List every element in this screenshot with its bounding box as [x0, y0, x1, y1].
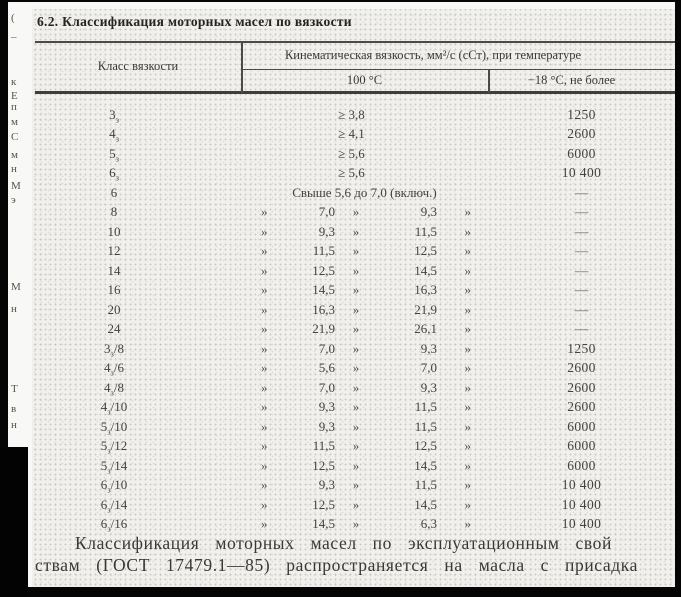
viscosity-value-cell — [241, 282, 488, 298]
table-row — [8, 242, 675, 262]
viscosity-value-cell — [241, 360, 488, 376]
viscosity-to-value: 11,5 — [414, 399, 437, 415]
viscosity-class-main: 16 — [107, 282, 121, 298]
viscosity-from-value: 7,0 — [318, 340, 335, 356]
low-temp-limit-cell: — — [574, 282, 589, 298]
viscosity-from-value: 9,3 — [318, 477, 335, 493]
column-header-100c: 100 °С — [346, 72, 383, 87]
viscosity-class-suffix: /10 — [110, 477, 128, 493]
low-temp-limit-cell: 6000 — [567, 438, 596, 454]
column-header-viscosity-class: Класс вязкости — [97, 58, 179, 73]
viscosity-class-cell — [8, 243, 241, 259]
viscosity-class-cell — [8, 185, 241, 201]
viscosity-class-suffix: /6 — [113, 360, 124, 376]
ditto-mark: » — [464, 399, 471, 415]
low-temp-limit-cell: 6000 — [567, 457, 596, 473]
ditto-mark: » — [261, 243, 268, 259]
viscosity-from-value: 16,3 — [312, 301, 335, 317]
margin-text-fragment: С — [11, 131, 19, 143]
table-row — [8, 495, 675, 515]
viscosity-class-main: 6 — [110, 184, 118, 200]
viscosity-to-value: 9,3 — [420, 379, 437, 395]
low-temp-limit-cell: — — [574, 184, 589, 200]
viscosity-class-main: 5 — [100, 438, 108, 454]
viscosity-value-cell: Свыше 5,6 до 7,0 (включ.) — [292, 184, 437, 200]
ditto-mark: » — [464, 282, 471, 298]
table-row — [8, 183, 675, 203]
viscosity-class-suffix: /14 — [110, 457, 128, 473]
table-row — [8, 320, 675, 340]
viscosity-value-cell — [241, 302, 488, 318]
viscosity-class-subscript: з — [115, 153, 119, 164]
margin-text-fragment: в — [11, 403, 17, 415]
ditto-mark: » — [352, 223, 360, 239]
viscosity-class-cell — [8, 146, 241, 162]
viscosity-class-cell — [8, 302, 241, 318]
viscosity-to-value: 6,3 — [420, 516, 437, 532]
ditto-mark: » — [464, 379, 471, 395]
viscosity-from-value: 21,9 — [312, 321, 335, 337]
viscosity-class-cell — [8, 107, 241, 123]
viscosity-class-main: 6 — [109, 165, 116, 181]
ditto-mark: » — [261, 457, 268, 473]
viscosity-class-cell — [8, 341, 241, 357]
viscosity-class-cell — [8, 438, 241, 454]
viscosity-to-value: 11,5 — [414, 223, 437, 239]
viscosity-class-suffix: /8 — [113, 340, 124, 356]
viscosity-value-cell: ≥ 4,1 — [338, 126, 365, 142]
low-temp-limit-cell: 10 400 — [561, 516, 602, 532]
table-rule-header-bottom — [35, 91, 675, 94]
table-row — [8, 144, 675, 164]
low-temp-limit-cell: 1250 — [567, 340, 596, 356]
ditto-mark: » — [352, 496, 360, 512]
ditto-mark: » — [464, 496, 471, 512]
viscosity-from-value: 11,5 — [312, 243, 335, 259]
viscosity-class-suffix: /16 — [110, 516, 128, 532]
ditto-mark: » — [261, 399, 268, 415]
table-row — [8, 476, 675, 496]
viscosity-class-suffix: /8 — [113, 379, 124, 395]
viscosity-class-cell — [8, 282, 241, 298]
margin-text-fragment: М — [11, 281, 21, 293]
ditto-mark: » — [464, 262, 471, 278]
column-header-minus18c: −18 °С, не более — [527, 72, 616, 87]
low-temp-limit-cell: — — [574, 223, 589, 239]
viscosity-to-value: 26,1 — [414, 321, 437, 337]
low-temp-limit-cell: 1250 — [567, 106, 596, 122]
ditto-mark: » — [352, 399, 360, 415]
margin-text-fragment: н — [11, 163, 17, 175]
viscosity-value-cell — [241, 321, 488, 337]
viscosity-class-main: 4 — [104, 379, 111, 395]
ditto-mark: » — [261, 477, 268, 493]
table-row — [8, 417, 675, 437]
ditto-mark: » — [464, 340, 471, 356]
viscosity-value-cell — [241, 419, 488, 435]
low-temp-limit-cell: — — [574, 243, 589, 259]
viscosity-class-cell — [8, 360, 241, 376]
ditto-mark: » — [464, 516, 471, 532]
viscosity-class-cell — [8, 497, 241, 513]
footer-paragraph-line: ствам (ГОСТ 17479.1—85) распространяется на масла с присадка — [35, 555, 638, 575]
ditto-mark: » — [352, 418, 360, 434]
ditto-mark: » — [464, 243, 471, 259]
table-row — [8, 339, 675, 359]
viscosity-class-cell — [8, 380, 241, 396]
viscosity-class-main: 20 — [107, 301, 121, 317]
viscosity-value-cell — [241, 477, 488, 493]
viscosity-from-value: 7,0 — [318, 379, 335, 395]
viscosity-class-subscript: з — [107, 504, 111, 515]
viscosity-to-value: 7,0 — [420, 360, 437, 376]
margin-text-fragment: – — [11, 31, 17, 43]
table-row — [8, 378, 675, 398]
viscosity-class-cell — [8, 399, 241, 415]
ditto-mark: » — [464, 204, 471, 220]
viscosity-to-value: 14,5 — [414, 457, 437, 473]
table-row — [8, 515, 675, 535]
viscosity-class-suffix: /10 — [110, 418, 128, 434]
section-title: 6.2. Классификация моторных масел по вязкости — [37, 14, 352, 29]
ditto-mark: » — [464, 438, 471, 454]
viscosity-value-cell: ≥ 5,6 — [338, 145, 365, 161]
viscosity-value-cell: ≥ 3,8 — [338, 106, 365, 122]
scan-artifact-black-block — [0, 447, 28, 597]
ditto-mark: » — [352, 321, 360, 337]
viscosity-value-cell — [241, 497, 488, 513]
ditto-mark: » — [352, 282, 360, 298]
viscosity-class-subscript: з — [107, 406, 111, 417]
ditto-mark: » — [352, 301, 360, 317]
viscosity-class-cell — [8, 477, 241, 493]
low-temp-limit-cell: 6000 — [567, 145, 596, 161]
viscosity-from-value: 12,5 — [312, 457, 335, 473]
viscosity-class-cell — [8, 321, 241, 337]
viscosity-class-main: 6 — [100, 496, 108, 512]
ditto-mark: » — [352, 457, 360, 473]
page — [8, 2, 675, 587]
viscosity-class-main: 6 — [100, 516, 108, 532]
viscosity-class-subscript: з — [107, 445, 111, 456]
viscosity-class-subscript: з — [115, 172, 119, 183]
viscosity-class-cell — [8, 165, 241, 181]
viscosity-from-value: 9,3 — [318, 399, 335, 415]
viscosity-value-cell — [241, 341, 488, 357]
ditto-mark: » — [261, 223, 268, 239]
viscosity-class-main: 4 — [109, 126, 116, 142]
table-row — [8, 456, 675, 476]
ditto-mark: » — [261, 321, 268, 337]
margin-text-fragment: э — [11, 194, 16, 206]
ditto-mark: » — [261, 301, 268, 317]
margin-text-fragment: м — [11, 116, 18, 128]
table-row — [8, 437, 675, 457]
viscosity-to-value: 12,5 — [414, 438, 437, 454]
viscosity-from-value: 11,5 — [312, 438, 335, 454]
ditto-mark: » — [261, 262, 268, 278]
ditto-mark: » — [352, 477, 360, 493]
low-temp-limit-cell: 2600 — [567, 379, 596, 395]
table-row — [8, 222, 675, 242]
viscosity-value-cell: ≥ 5,6 — [338, 165, 365, 181]
page-top-margin — [8, 2, 675, 9]
table-body — [8, 105, 675, 534]
viscosity-class-subscript: з — [115, 133, 119, 144]
table-row — [8, 164, 675, 184]
viscosity-class-main: 3 — [104, 340, 111, 356]
margin-text-fragment: Е — [11, 90, 18, 102]
viscosity-from-value: 9,3 — [318, 223, 335, 239]
margin-text-fragment: н — [11, 303, 17, 315]
viscosity-class-subscript: з — [115, 114, 119, 125]
viscosity-value-cell — [241, 438, 488, 454]
ditto-mark: » — [261, 496, 268, 512]
viscosity-class-main: 6 — [100, 477, 108, 493]
ditto-mark: » — [464, 301, 471, 317]
low-temp-limit-cell: — — [574, 204, 589, 220]
viscosity-class-main: 14 — [107, 262, 121, 278]
ditto-mark: » — [352, 438, 360, 454]
low-temp-limit-cell: — — [574, 301, 589, 317]
ditto-mark: » — [464, 321, 471, 337]
viscosity-class-main: 5 — [109, 145, 116, 161]
margin-text-fragment: ( — [11, 12, 15, 24]
low-temp-limit-cell: 2600 — [567, 360, 596, 376]
viscosity-value-cell — [241, 243, 488, 259]
viscosity-class-cell — [8, 419, 241, 435]
low-temp-limit-cell: 10 400 — [561, 477, 602, 493]
margin-text-fragment: н — [11, 419, 17, 431]
viscosity-class-subscript: з — [110, 367, 114, 378]
table-row — [8, 359, 675, 379]
viscosity-class-subscript: з — [107, 465, 111, 476]
low-temp-limit-cell: 10 400 — [561, 165, 602, 181]
ditto-mark: » — [261, 360, 268, 376]
ditto-mark: » — [261, 204, 268, 220]
viscosity-from-value: 12,5 — [312, 262, 335, 278]
viscosity-class-main: 3 — [109, 106, 116, 122]
viscosity-to-value: 11,5 — [414, 477, 437, 493]
viscosity-class-main: 24 — [107, 321, 121, 337]
ditto-mark: » — [464, 360, 471, 376]
ditto-mark: » — [261, 418, 268, 434]
viscosity-class-cell — [8, 204, 241, 220]
margin-text-fragment: м — [11, 149, 18, 161]
margin-text-fragment: М — [11, 180, 21, 192]
viscosity-class-subscript: з — [107, 484, 111, 495]
table-row — [8, 281, 675, 301]
ditto-mark: » — [352, 516, 360, 532]
low-temp-limit-cell: 10 400 — [561, 496, 602, 512]
viscosity-class-main: 5 — [100, 457, 108, 473]
low-temp-limit-cell: 2600 — [567, 399, 596, 415]
viscosity-value-cell — [241, 516, 488, 532]
viscosity-class-cell — [8, 263, 241, 279]
viscosity-class-main: 5 — [100, 418, 108, 434]
viscosity-to-value: 12,5 — [414, 243, 437, 259]
table-row — [8, 105, 675, 125]
viscosity-to-value: 14,5 — [414, 496, 437, 512]
viscosity-from-value: 5,6 — [318, 360, 335, 376]
ditto-mark: » — [352, 340, 360, 356]
viscosity-from-value: 12,5 — [312, 496, 335, 512]
viscosity-value-cell — [241, 224, 488, 240]
viscosity-from-value: 9,3 — [318, 418, 335, 434]
viscosity-value-cell — [241, 399, 488, 415]
ditto-mark: » — [464, 477, 471, 493]
viscosity-value-cell — [241, 204, 488, 220]
viscosity-value-cell — [241, 458, 488, 474]
low-temp-limit-cell: 2600 — [567, 126, 596, 142]
ditto-mark: » — [261, 282, 268, 298]
margin-text-fragment: к — [11, 76, 17, 88]
ditto-mark: » — [352, 360, 360, 376]
table-row — [8, 125, 675, 145]
viscosity-to-value: 11,5 — [414, 418, 437, 434]
viscosity-class-cell — [8, 458, 241, 474]
ditto-mark: » — [261, 516, 268, 532]
margin-text-fragment: п — [11, 101, 17, 113]
ditto-mark: » — [352, 379, 360, 395]
viscosity-class-subscript: з — [107, 426, 111, 437]
ditto-mark: » — [352, 243, 360, 259]
viscosity-to-value: 9,3 — [420, 204, 437, 220]
ditto-mark: » — [352, 204, 360, 220]
viscosity-value-cell — [241, 380, 488, 396]
viscosity-class-cell — [8, 126, 241, 142]
ditto-mark: » — [464, 457, 471, 473]
column-header-kinematic-viscosity: Кинематическая вязкость, мм²/с (сСт), при температуре — [284, 48, 582, 62]
viscosity-class-subscript: з — [107, 523, 111, 534]
viscosity-class-suffix: /14 — [110, 496, 128, 512]
viscosity-from-value: 14,5 — [312, 516, 335, 532]
low-temp-limit-cell: — — [574, 321, 589, 337]
ditto-mark: » — [261, 438, 268, 454]
ditto-mark: » — [464, 223, 471, 239]
viscosity-to-value: 14,5 — [414, 262, 437, 278]
viscosity-class-suffix: /10 — [110, 399, 128, 415]
viscosity-to-value: 9,3 — [420, 340, 437, 356]
viscosity-class-main: 8 — [110, 204, 118, 220]
viscosity-to-value: 16,3 — [414, 282, 437, 298]
table-row — [8, 203, 675, 223]
footer-paragraph-line: Классификация моторных масел по эксплуатационным свой — [75, 533, 612, 553]
viscosity-class-subscript: з — [110, 387, 114, 398]
viscosity-to-value: 21,9 — [414, 301, 437, 317]
low-temp-limit-cell: 6000 — [567, 418, 596, 434]
viscosity-class-cell — [8, 224, 241, 240]
table-row — [8, 261, 675, 281]
margin-text-fragment: Т — [11, 383, 18, 395]
viscosity-class-suffix: /12 — [110, 438, 128, 454]
viscosity-from-value: 14,5 — [312, 282, 335, 298]
viscosity-class-main: 4 — [100, 399, 108, 415]
viscosity-from-value: 7,0 — [318, 204, 335, 220]
ditto-mark: » — [261, 340, 268, 356]
viscosity-value-cell — [241, 263, 488, 279]
ditto-mark: » — [352, 262, 360, 278]
table-row — [8, 398, 675, 418]
low-temp-limit-cell: — — [574, 262, 589, 278]
table-row — [8, 300, 675, 320]
viscosity-class-cell — [8, 516, 241, 532]
viscosity-class-subscript: з — [110, 348, 114, 359]
ditto-mark: » — [261, 379, 268, 395]
ditto-mark: » — [464, 418, 471, 434]
viscosity-class-main: 10 — [107, 223, 121, 239]
viscosity-class-main: 12 — [107, 243, 121, 259]
viscosity-class-main: 4 — [104, 360, 111, 376]
